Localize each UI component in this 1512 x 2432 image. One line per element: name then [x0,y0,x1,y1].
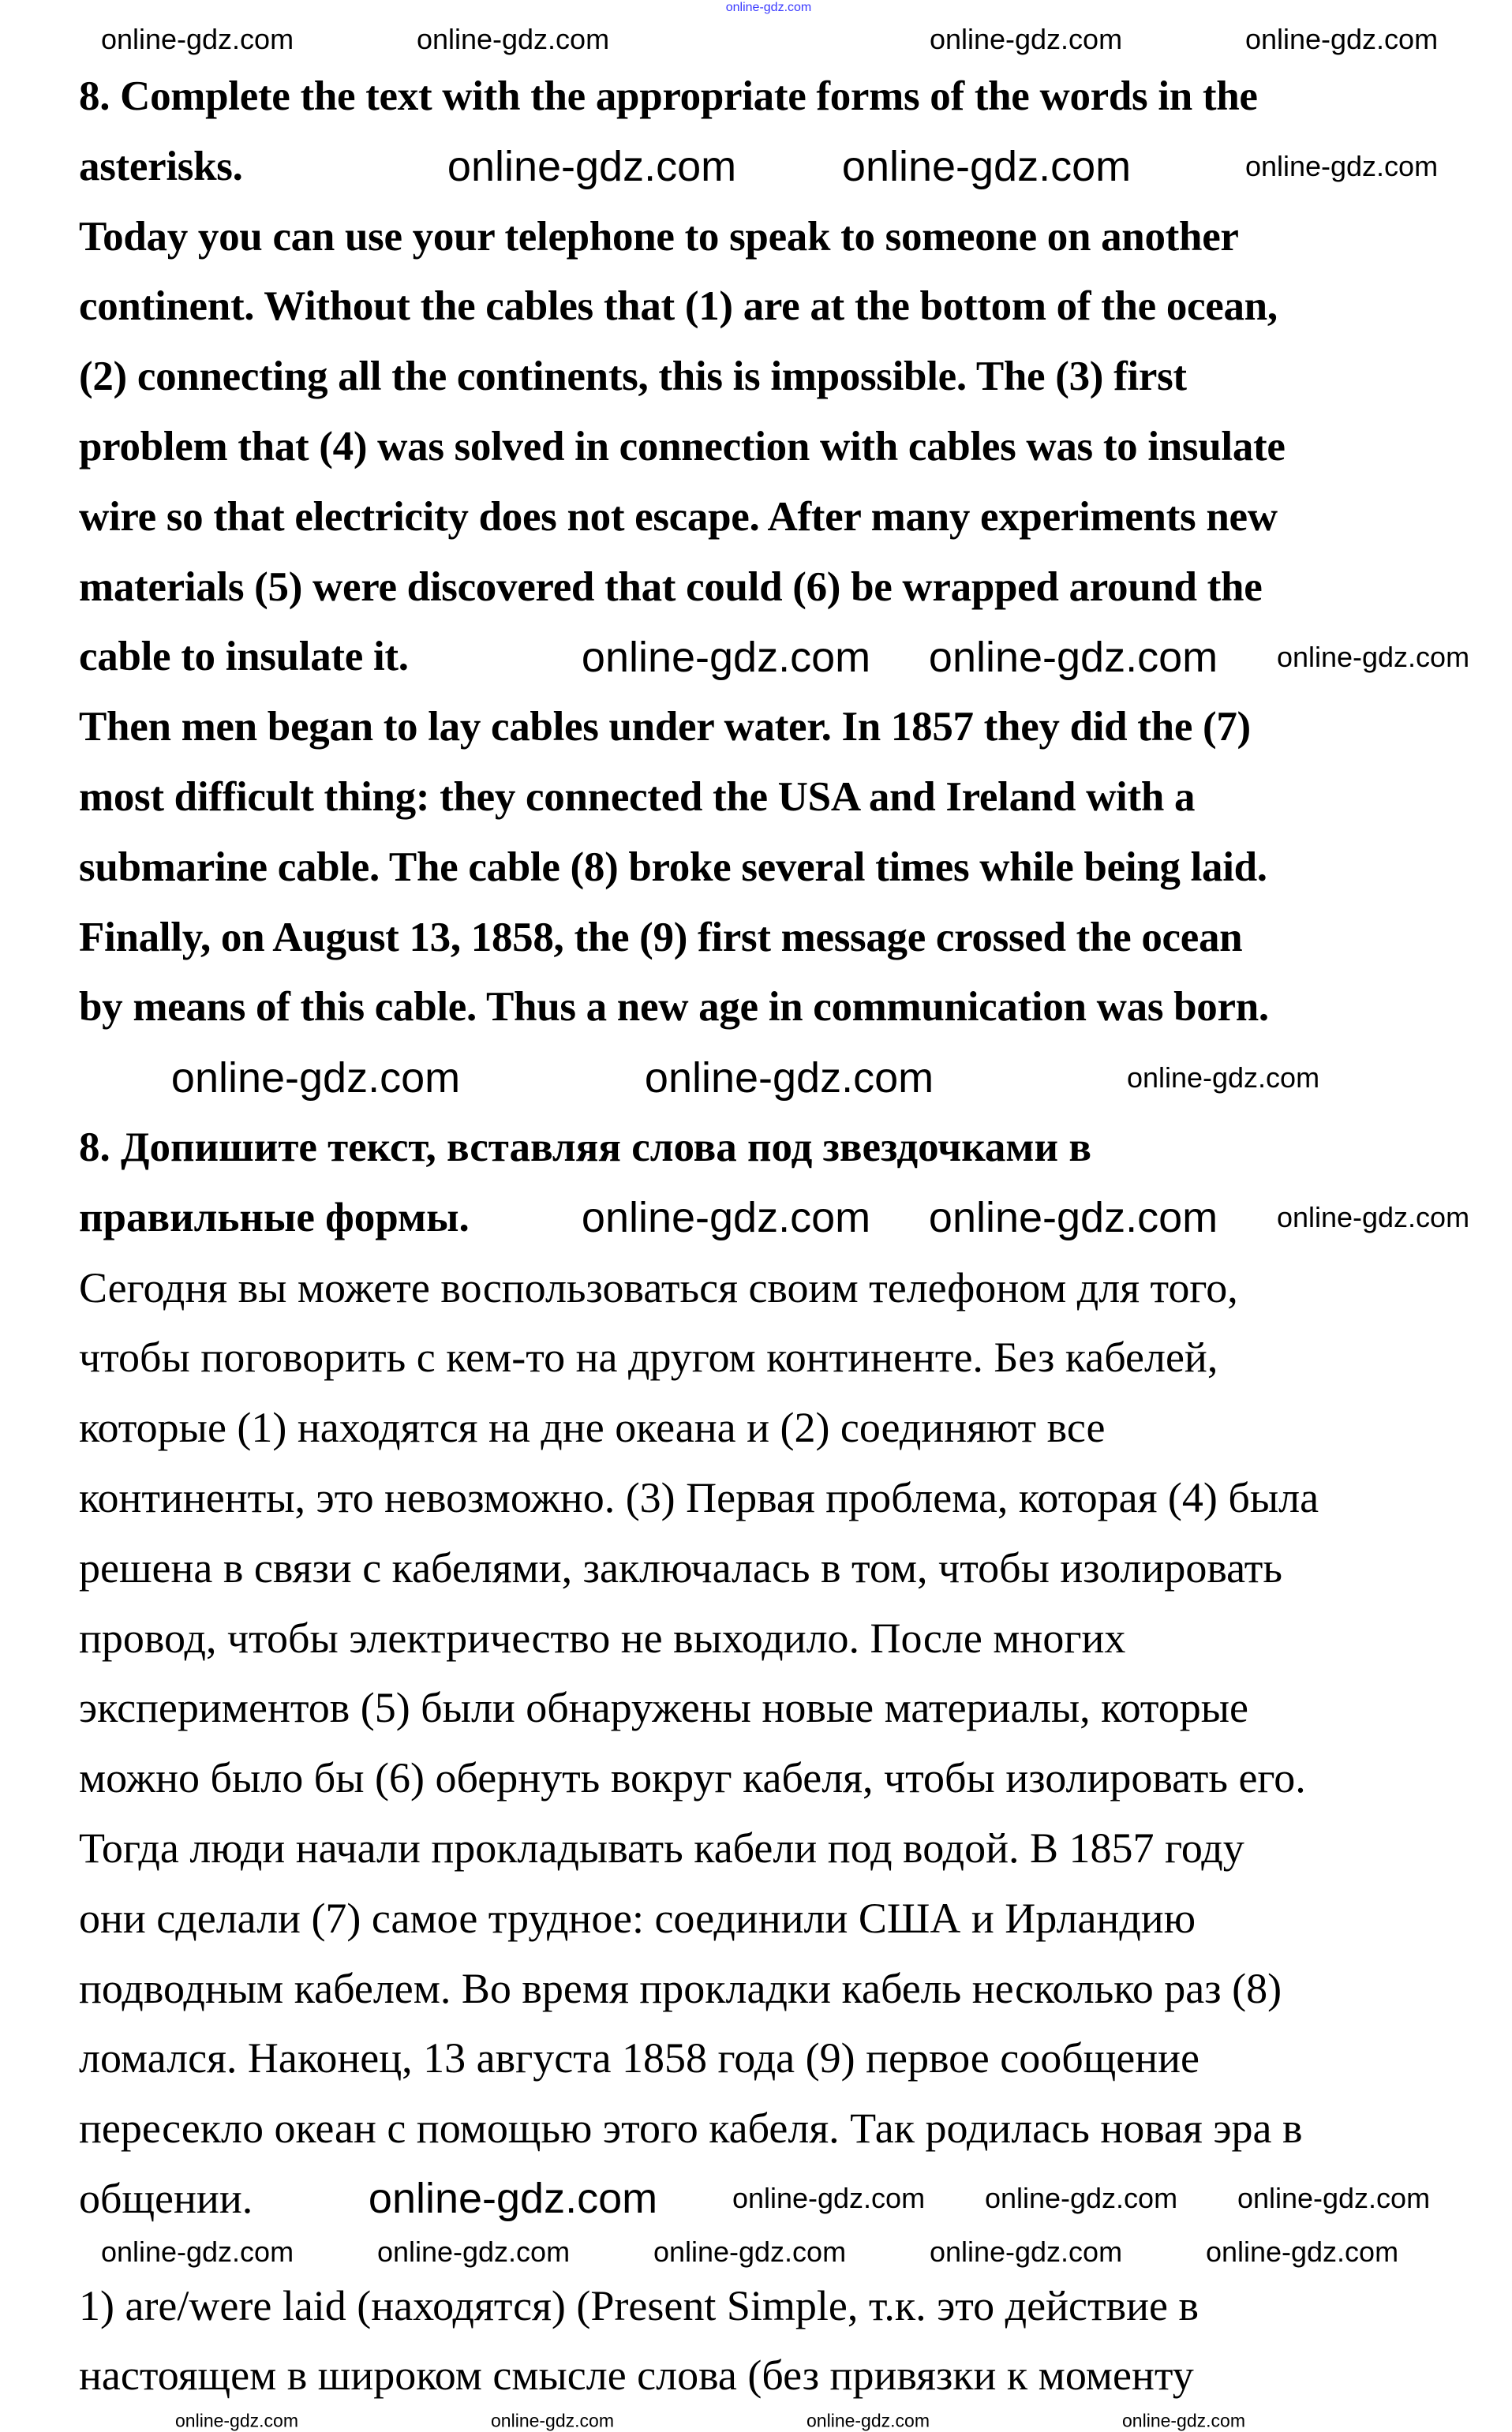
text-line: continent. Without the cables that (1) are at the bottom of the ocean, [79,283,1278,330]
text-line: подводным кабелем. Во время прокладки кабель несколько раз (8) [79,1964,1282,2012]
text-line: cable to insulate it. [79,634,409,680]
watermark: online-gdz.com [100,23,294,55]
watermark: online-gdz.com [653,2236,847,2268]
watermark: online-gdz.com [1122,2410,1245,2431]
watermark: online-gdz.com [984,2182,1178,2214]
text-line: wire so that electricity does not escape. After many experiments new [79,493,1278,540]
text-line: Finally, on August 13, 1858, the (9) first message crossed the ocean [79,914,1243,960]
watermark: online-gdz.com [368,2175,658,2222]
text-line: (2) connecting all the continents, this is impossible. The (3) first [79,354,1187,400]
text-line: Today you can use your telephone to speak to someone on another [79,213,1239,260]
text-line: Тогда люди начали прокладывать кабели под водой. В 1857 году [79,1824,1244,1872]
text-line: Then men began to lay cables under water. In 1857 they did the (7) [79,704,1251,750]
text-line: submarine cable. The cable (8) broke several times while being laid. [79,844,1267,890]
watermark: online-gdz.com [928,634,1218,681]
watermark: online-gdz.com [376,2236,571,2268]
text-line: провод, чтобы электричество не выходило. После многих [79,1614,1126,1662]
watermark: online-gdz.com [416,23,610,55]
watermark: online-gdz.com [725,1,812,14]
text-line: которые (1) находятся на дне океана и (2) соединяют все [79,1404,1106,1452]
text-line: ломался. Наконец, 13 августа 1858 года (9) первое сообщение [79,2034,1199,2082]
answer-line: настоящем в широком смысле слова (без привязки к моменту [79,2352,1194,2399]
watermark: online-gdz.com [929,2236,1123,2268]
watermark: online-gdz.com [170,1054,461,1102]
watermark: online-gdz.com [1244,150,1439,182]
watermark: online-gdz.com [807,2410,930,2431]
translation-title: 8. Допишите текст, вставляя слова под звездочками в [79,1124,1091,1170]
text-line: можно было бы (6) обернуть вокруг кабеля, чтобы изолировать его. [79,1754,1306,1802]
english-exercise [79,62,1512,1042]
translation-title-cont: правильные формы. [79,1194,470,1240]
watermark: online-gdz.com [928,1194,1218,1241]
watermark: online-gdz.com [929,23,1123,55]
watermark: online-gdz.com [491,2410,614,2431]
watermark: online-gdz.com [1276,641,1470,673]
answer-line: 1) are/were laid (находятся) (Present Simple, т.к. это действие в [79,2282,1199,2329]
text-line: экспериментов (5) были обнаружены новые материалы, которые [79,1684,1249,1732]
watermark: online-gdz.com [1244,23,1439,55]
watermark: online-gdz.com [644,1054,934,1102]
exercise-title: 8. Complete the text with the appropriate forms of the words in the [79,73,1258,119]
watermark: online-gdz.com [1205,2236,1399,2268]
watermark: online-gdz.com [841,143,1132,190]
answers [79,2271,1512,2410]
watermark: online-gdz.com [100,2236,294,2268]
watermark: online-gdz.com [447,143,737,190]
watermark: online-gdz.com [1276,1201,1470,1233]
russian-translation [79,1113,1512,2234]
text-line: most difficult thing: they connected the USA and Ireland with a [79,773,1196,820]
text-line: Сегодня вы можете воспользоваться своим телефоном для того, [79,1263,1238,1311]
watermark: online-gdz.com [175,2410,298,2431]
watermark: online-gdz.com [1237,2182,1431,2214]
watermark: online-gdz.com [732,2182,926,2214]
text-line: пересекло океан с помощью этого кабеля. Так родилась новая эра в [79,2105,1303,2153]
text-line: решена в связи с кабелями, заключалась в том, чтобы изолировать [79,1543,1282,1592]
watermark: online-gdz.com [581,1194,871,1241]
text-line: by means of this cable. Thus a new age in communication was born. [79,984,1269,1031]
exercise-title-cont: asterisks. [79,143,243,189]
watermark: online-gdz.com [1126,1061,1320,1094]
text-line: они сделали (7) самое трудное: соединили США и Ирландию [79,1894,1196,1942]
text-line: materials (5) were discovered that could (6) be wrapped around the [79,563,1263,610]
watermark: online-gdz.com [581,634,871,681]
text-line: континенты, это невозможно. (3) Первая проблема, которая (4) была [79,1473,1319,1521]
text-line: чтобы поговорить с кем-то на другом континенте. Без кабелей, [79,1334,1218,1382]
text-line: общении. [79,2174,253,2222]
text-line: problem that (4) was solved in connection with cables was to insulate [79,423,1286,470]
